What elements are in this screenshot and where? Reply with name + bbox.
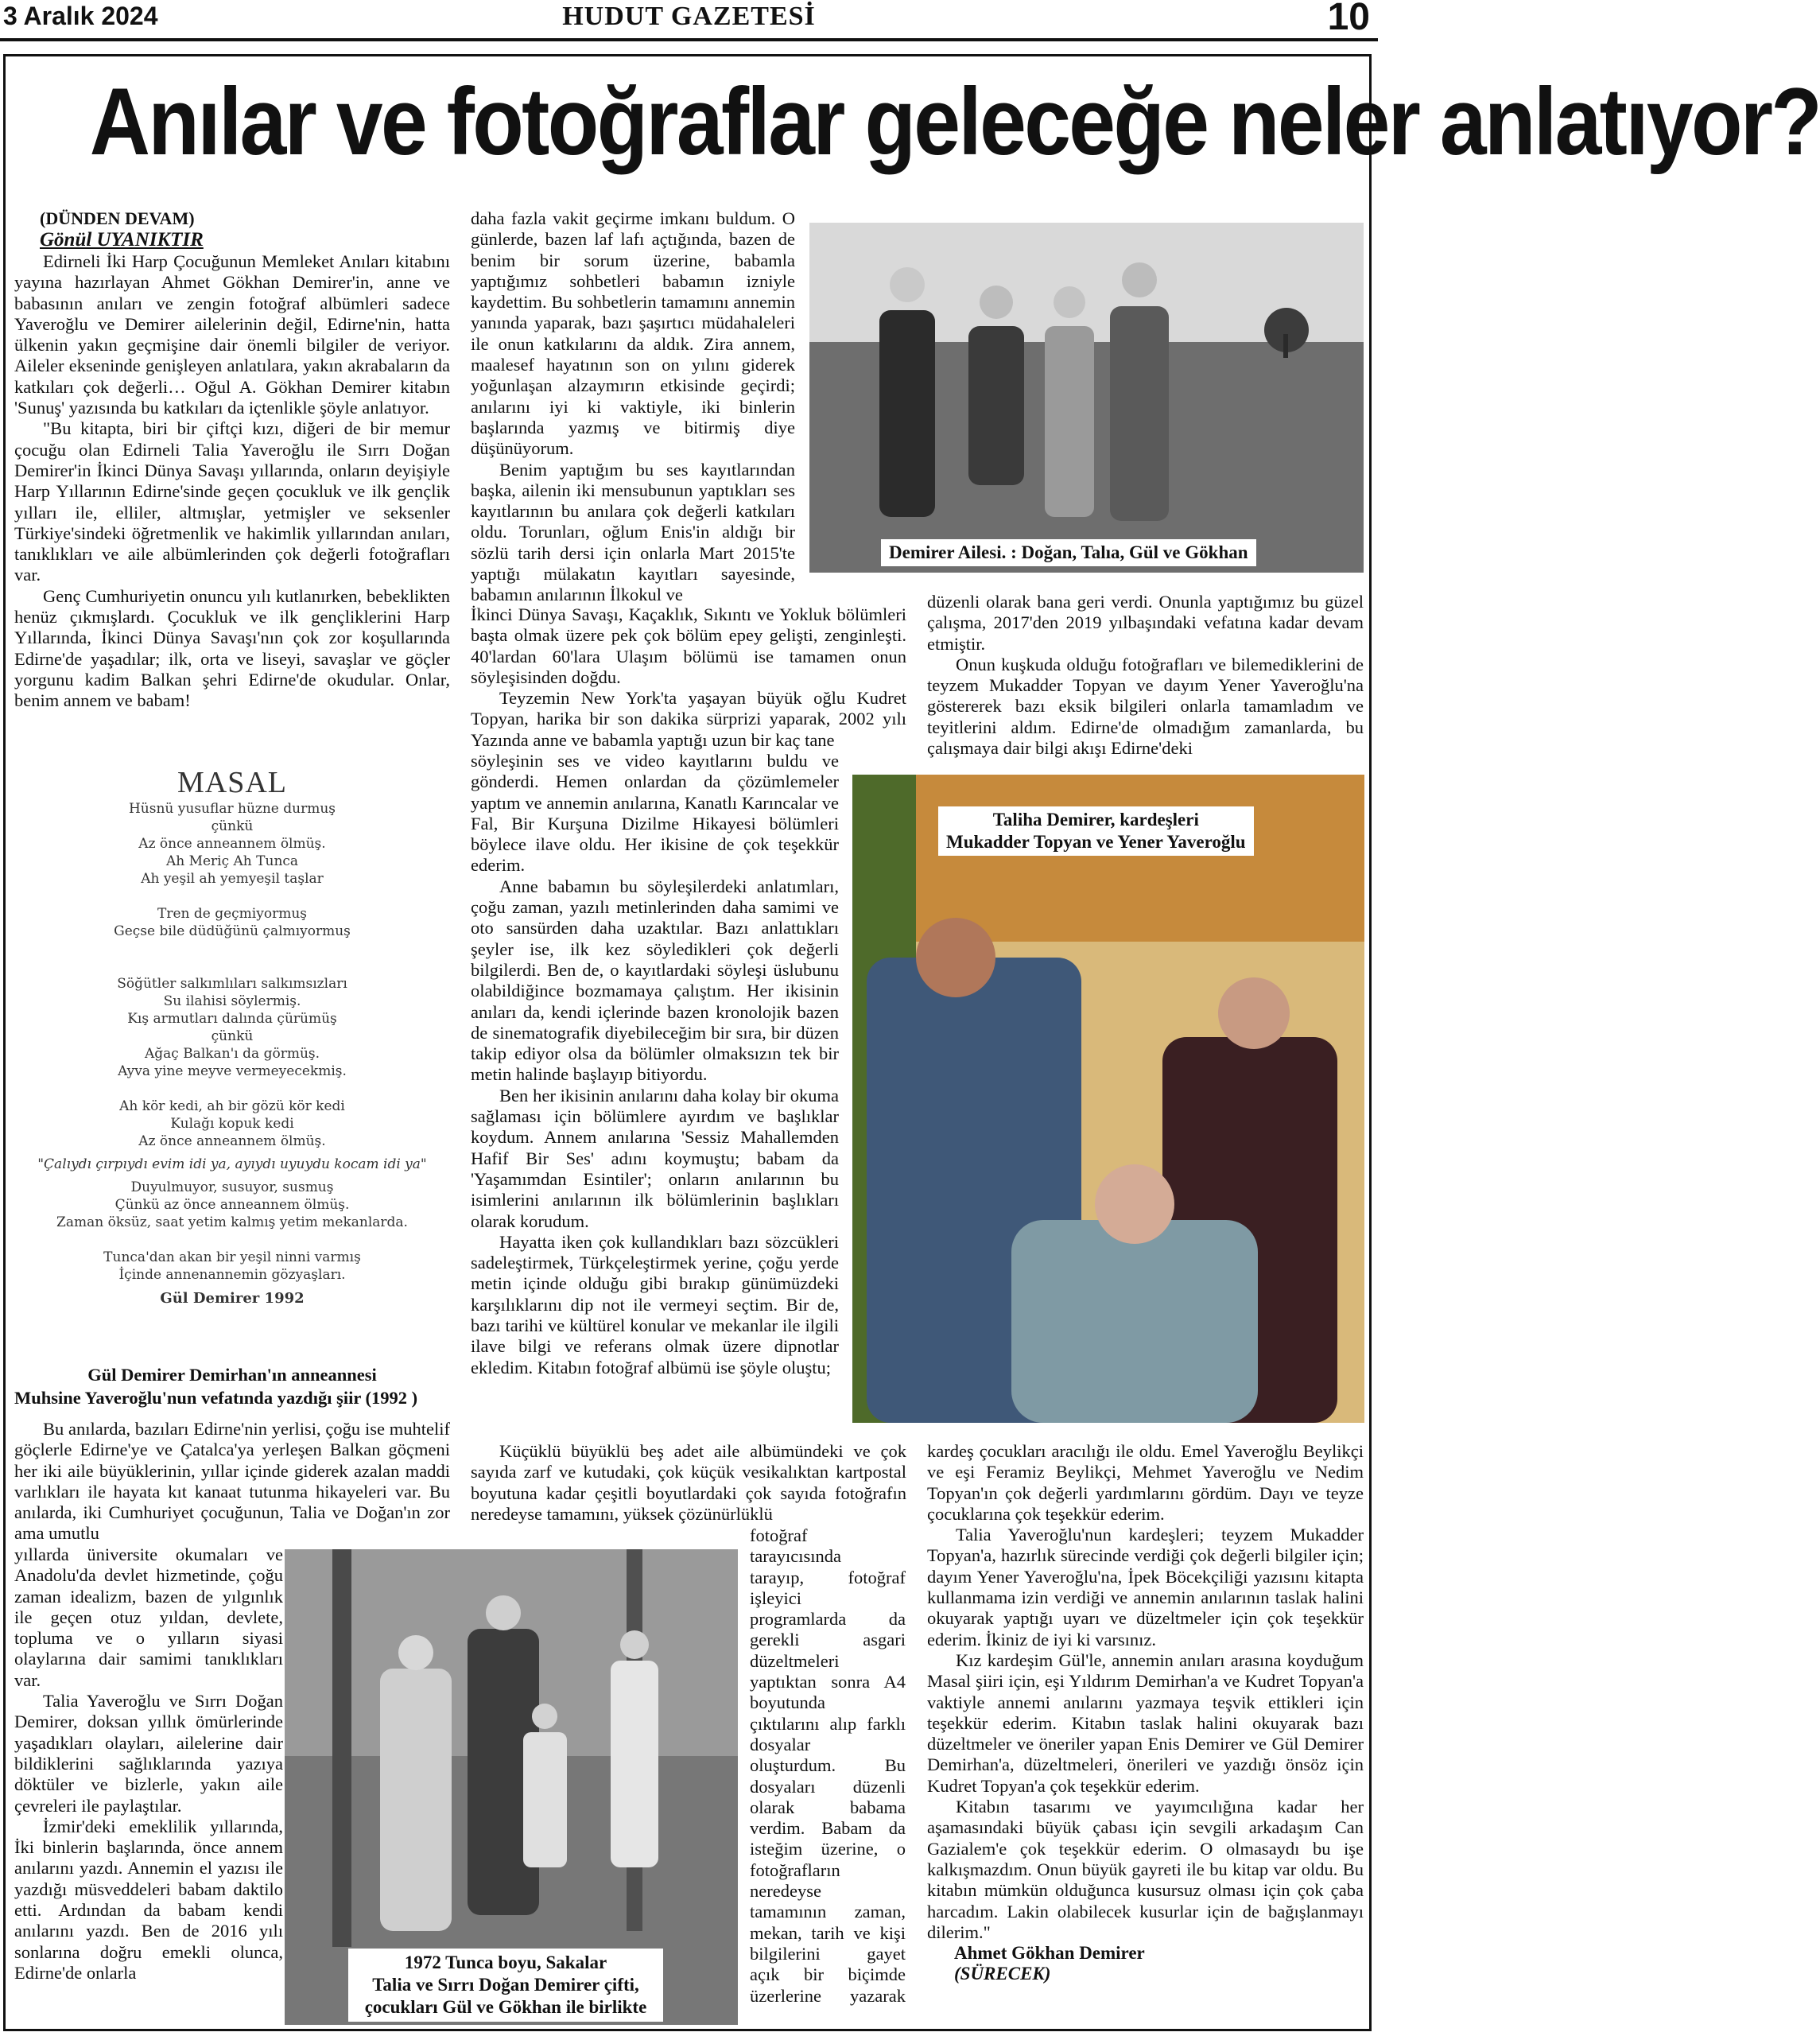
poem-line: çünkü <box>211 818 254 834</box>
paragraph: İzmir'deki emeklilik yıllarında, İki binlerin başlarında, önce annem anılarını yazdı. Annemin el yazısı ile yazdığı müsveddeleri babam daktilo etti. Ardından da babam kendi anılarını yazdı. Ben de 2016 yılı sonlarına doğru emekli olunca, Edirne'de onlarla <box>14 1816 283 1983</box>
poem-line: Ah kör kedi, ah bir gözü kör kedi <box>119 1098 345 1114</box>
poem-line: Duyulmuyor, susuyor, susmuş <box>130 1179 334 1195</box>
paragraph: düzenli olarak bana geri verdi. Onunla yaptığımız bu güzel çalışma, 2017'den 2019 yılbaşındaki vefatına kadar devam etmiştir. <box>927 592 1364 654</box>
paragraph: Bu anılarda, bazıları Edirne'nin yerlisi, çoğu ise muhtelif göçlerle Edirne'ye ve Çatalca'ya yerleşen Balkan göçmeni her iki aile büyüklerinin, yıllar içinde giderek azalan maddi varlıkları ile hayata kıt kanaat tutunma hikayeleri var. Bu anılarda, iki Cumhuriyet çocuğunun, Talia ve Doğan'ın zor ama umutlu <box>14 1419 450 1544</box>
poem-line: Geçse bile düdüğünü çalmıyormuş <box>114 923 351 939</box>
paragraph: Genç Cumhuriyetin onuncu yılı kutlanırken, bebeklikten henüz çıkmışlardı. Çocukluk ve ilk gençliklerini Harp Yıllarında, İkinci Dünya Savaşı'nın çok zor koşullarında Edirne'de yaşadılar; ilk, orta ve liseyi, savaşlar ve göçler yorgunu kadim Balkan şehri Edirne'de okudular. Onlar, benim annem ve babam! <box>14 585 450 711</box>
paragraph: Edirneli İki Harp Çocuğunun Memleket Anıları kitabını yayına hazırlayan Ahmet Gökhan Demirer'in, anne ve babasının anıları ve zengin fotoğraf albümleri sadece Yaveroğlu ve Demirer ailelerinin değil, Edirne'nin, hatta ülkenin yakın geçmişine dair önemli bilgiler de veriyor. Aileler ekseninde genişleyen anlatılara, yakın akrabaların da katkıları çok değerli… Oğul A. Gökhan Demirer kitabın 'Sunuş' yazısında bu katkıları da içtenlikle şöyle anlatıyor. <box>14 251 450 418</box>
paragraph: kardeş çocukları aracılığı ile oldu. Emel Yaveroğlu Beylikçi ve eşi Feramiz Beylikçi, Mehmet Yaveroğlu ve Nedim Topyan'ın çok değerli yardımlarını gördüm. Dayı ve teyze çocuklarına çok teşekkür ederim. <box>927 1441 1364 1524</box>
author: Gönül UYANIKTIR <box>40 229 204 251</box>
paragraph: Benim yaptığım bu ses kayıtlarından başka, ailenin iki mensubunun yaptıkları ses kayıtlarının bu anılara çok değerli katkıları oldu. Torunları, oğlum Enis'in aldığı bir sözlü tarih dersi için onlarla Mart 2015'te yaptığı mülakatın kayıtları sayesinde, babamın anılarının İlkokul ve <box>471 459 795 605</box>
poem-title: MASAL <box>177 766 288 799</box>
poem-quote: "Çalıydı çırpıydı evim idi ya, ayıydı uyuydu kocam idi ya" <box>37 1156 427 1172</box>
paragraph: Küçüklü büyüklü beş adet aile albümündeki ve çok sayıda zarf ve kutudaki, çok küçük vesikalıktan kartpostal boyutuna kadar çeşitli boyutlardaki çok sayıda fotoğrafın neredeyse tamamını, yüksek çözünürlüklü <box>471 1441 906 1524</box>
paragraph: Onun kuşkuda olduğu fotoğrafları ve bilemediklerini de teyzem Mukadder Topyan ve dayım Yener Yaveroğlu'na göstererek bazı eksik bilgileri onlarla tamamladım ve teyitlerini aldım. Edirne'de olmadığım zamanlarda, bu çalışmaya dair bilgi akışı Edirne'deki <box>927 654 1364 759</box>
continued-note: (SÜRECEK) <box>954 1964 1051 1984</box>
poem-line: Hüsnü yusuflar hüzne durmuş <box>128 801 336 817</box>
author-signature: Ahmet Gökhan Demirer <box>954 1943 1145 1964</box>
paragraph: Kitabın tasarımı ve yayımcılığına kadar her aşamasındaki büyük çabası için sevgili arkadaşım Can Gazialem'e çok teşekkür ederim. O olmasaydı bu işe kalkışmazdım. Onun büyük gayreti ile bu kitap var oldu. Bu kitabın mümkün olduğunca kusursuz olması için çok çaba harcadım. Lakin olabilecek kusurlar için de bağışlanmayı dilerim." <box>927 1797 1364 1942</box>
newspaper-name: HUDUT GAZETESİ <box>562 2 816 31</box>
poem-signature: Gül Demirer 1992 <box>160 1290 305 1307</box>
article-col1b <box>14 1419 450 1544</box>
poem-line: Kış armutları dalında çürümüş <box>127 1011 337 1027</box>
paragraph: "Bu kitapta, biri bir çiftçi kızı, diğeri de bir memur çocuğu olan Edirneli Talia Yaveroğlu ile Sırrı Doğan Demirer'in İkinci Dünya Savaşı yıllarında, onların deyişiyle Harp Yıllarının Edirne'sinde geçen çocukluk ve ilk gençlik yılları ile, elliler, altmışlar, yetmişler ve seksenler Türkiye'sindeki öğretmenlik ve hakimlik yıllarından anıları, tanıklıkları ve aile albümlerinden çok değerli fotoğrafları var. <box>14 418 450 585</box>
article-col2b <box>471 751 839 1378</box>
paragraph: Ben her ikisinin anılarını daha kolay bir okuma sağlaması için bölümlere ayırdım ve başlıklar koydum. Annem anılarına 'Sessiz Mahallemden Hafif Bir Ses' adını koymuştu; babam da 'Yaşamımdan Esintiler'; onların anılarının bu isimlerini anılarının ilk bölümlerinin başlıkları olarak korudum. <box>471 1085 839 1231</box>
poem-line: Tunca'dan akan bir yeşil ninni varmış <box>103 1249 361 1265</box>
family-photo <box>809 223 1364 573</box>
poem-line: Az önce anneannem ölmüş. <box>138 1133 326 1149</box>
article-col1c <box>14 1544 283 1984</box>
poem-line: Ayva yine meyve vermeyecekmiş. <box>118 1063 347 1079</box>
poem-line: Zaman öksüz, saat yetim kalmış yetim mekanlarda. <box>56 1214 408 1230</box>
poem-line: Ah Meriç Ah Tunca <box>165 853 299 869</box>
paragraph: Teyzemin New York'ta yaşayan büyük oğlu Kudret Topyan, harika bir son dakika sürprizi yaparak, 2002 yılı Yazında anne ve babamla yaptığı uzun bir kaç tane <box>471 688 906 750</box>
issue-date: 3 Aralık 2024 <box>3 2 158 30</box>
paragraph: Anne babamın bu söyleşilerdeki anlatımları, çoğu zaman, yazılı metinlerinden daha samimi ve oto sansürden daha uzaktılar. Bazı anlattıkları şeyler ise, ilk kez söyledikleri çok değerli bilgilerdi. Ben de, o kayıtlardaki söyleşi üslubunu olabildiğince bozmamaya çalıştım. Her ikisinin anıları da, kendi içlerinde bazen kronolojik bazen de sinematografik diyebileceğim bir sıra, bir düzen takip ediyor olsa da bölümler olmaksızın tek bir metin halinde başlayıp bitiyordu. <box>471 876 839 1085</box>
poem-masal <box>14 765 450 1307</box>
kicker: (DÜNDEN DEVAM) <box>40 208 195 228</box>
article-col3 <box>927 592 1364 759</box>
article-col2w <box>471 604 906 751</box>
paragraph: yıllarda üniversite okumaları ve Anadolu'da devlet hizmetinde, çoğu zaman idealizm, bazen de yılgınlık ile geçen otuz yıldan, devlete, topluma ve o yılların siyasi olaylarına dair samimi tanıklıkları var. <box>14 1544 283 1690</box>
poem-line: Ah yeşil ah yemyeşil taşlar <box>141 871 324 887</box>
paragraph: Talia Yaveroğlu ve Sırrı Doğan Demirer, doksan yıllık ömürlerinde yaşadıkları olayları, ailelerine dair bildiklerini sağlıklarında yazıya döktüler ve bizlerle, yakın aile çevreleri ile paylaştılar. <box>14 1691 283 1816</box>
paragraph: İkinci Dünya Savaşı, Kaçaklık, Sıkıntı ve Yokluk bölümleri başta olmak üzere pek çok bölüm epey gelişti, zenginleşti. 40'lardan 60'lara Ulaşım bölümü ise tamamen onun söyleşisinden doğdu. <box>471 604 906 687</box>
paragraph: daha fazla vakit geçirme imkanı buldum. O günlerde, bazen laf lafı açtığında, bazen de benim bir sorum üzerine, babamla yaptığımız sohbetleri babamın izniyle kaydettim. Bu sohbetlerin tamamını annemin yanında yaparak, bazı şaşırtıcı müdahaleleri ile onun katkılarını da aldık. Zira annem, maalesef hayatının son on yılını giderek yoğunlaşan alzaymırın etkisinde geçirdi; anılarını iyi ki vaktiyle, iki binlerin başlarında yazmış ve bitirmiş diye düşünüyorum. <box>471 208 795 459</box>
poem-line: Ağaç Balkan'ı da görmüş. <box>144 1046 320 1062</box>
article-col3b <box>927 1441 1364 1984</box>
poem-line: Az önce anneannem ölmüş. <box>138 836 326 852</box>
tunca-photo <box>285 1549 738 2025</box>
paragraph: Kız kardeşim Gül'le, annemin anıları arasına koyduğum Masal şiiri için, eşi Yıldırım Demirhan'a ve Kudret Topyan'a vaktiyle annemi anılarını yazmaya teşvik ettikleri için teşekkür ederim. Kitabın taslak halini okuyarak bazı düzeltmeler ve öneriler yapan Enis Demirer ve Gül Demirer Demirhan'a, düzeltmeleri, önerileri ve yazdığı önsöz için Kudret Topyan'a çok teşekkür ederim. <box>927 1649 1364 1796</box>
article-col2c <box>471 1441 906 1525</box>
poem-line: Tren de geçmiyormuş <box>157 906 307 922</box>
siblings-photo-caption: Taliha Demirer, kardeşleri Mukadder Topyan ve Yener Yaveroğlu <box>938 806 1254 856</box>
masthead-rule <box>0 38 1378 41</box>
poem-line: Kulağı kopuk kedi <box>170 1116 294 1132</box>
poem-line: Çünkü az önce anneannem ölmüş. <box>114 1197 350 1213</box>
siblings-photo <box>852 775 1364 1423</box>
tunca-photo-caption: 1972 Tunca boyu, Sakalar Talia ve Sırrı Doğan Demirer çifti, çocukları Gül ve Gökhan ile birlikte <box>348 1949 663 2022</box>
article-col1 <box>14 208 450 712</box>
article-col2 <box>471 208 795 606</box>
page-number: 10 <box>1327 0 1370 38</box>
poem-line: İçinde annenannemin gözyaşları. <box>118 1267 346 1283</box>
poem-caption: Gül Demirer Demirhan'ın anneannesi Muhsine Yaveroğlu'nun vefatında yazdığı şiir (1992 ) <box>14 1365 418 1408</box>
poem-line: Su ilahisi söylermiş. <box>163 993 301 1009</box>
paragraph: Hayatta iken çok kullandıkları bazı sözcükleri sadeleştirmek, Türkçeleştirmek yerine, çoğu yerde metin içinde olduğu gibi bırakıp günümüzdeki karşılıklarını dip not ile vermeyi seçtim. Bir de, bazı tarihi ve kültürel konular ve mekanlar ile ilgili ilave bilgi ve referans olmak üzere dipnotlar ekledim. Kitabın fotoğraf albümü ise şöyle oluştu; <box>471 1231 839 1377</box>
paragraph: Talia Yaveroğlu'nun kardeşleri; teyzem Mukadder Topyan'a, hazırlık sürecinde verdiği çok değerli bilgiler için; dayım Yener Yaveroğlu'na, İpek Böcekçiliği yazısını kitapta kullanmama izin verdiği ve annemin anılarının taslak halini okuyarak yaptığı uyarı ve düzeltmeler için çok teşekkür ederim. İkiniz de iyi ki varsınız. <box>927 1525 1364 1649</box>
poem-line: Söğütler salkımlıları salkımsızları <box>117 976 347 992</box>
family-photo-caption: Demirer Ailesi. : Doğan, Talıa, Gül ve Gökhan <box>881 539 1256 566</box>
article-col2d: fotoğraf tarayıcısında tarayıp, fotoğraf işleyici programlarda da gerekli asgari düzeltmeleri yaptıktan sonra A4 boyutunda çıktılarını alıp farklı dosyalar oluşturdum. Bu dosyaları düzenli olarak babama verdim. Babam da isteğim üzerine, o fotoğrafların neredeyse tamamının zaman, mekan, tarih ve kişi bilgilerini gayet açık bir biçimde üzerlerine yazarak <box>750 1525 906 2006</box>
headline: Anılar ve fotoğraflar geleceğe neler anlatıyor? <box>89 68 1820 175</box>
paragraph: söyleşinin ses ve video kayıtlarını buldu ve gönderdi. Hemen onlardan da çözümlemeler yaptım ve annemin anılarına, Kanatlı Karıncalar ve Fal, Bir Kurşuna Dizilme Hikayesi bölümleri böylece ilave oldu. Her ikisine de çok teşekkür ederim. <box>471 751 839 876</box>
poem-line: çünkü <box>211 1028 254 1044</box>
